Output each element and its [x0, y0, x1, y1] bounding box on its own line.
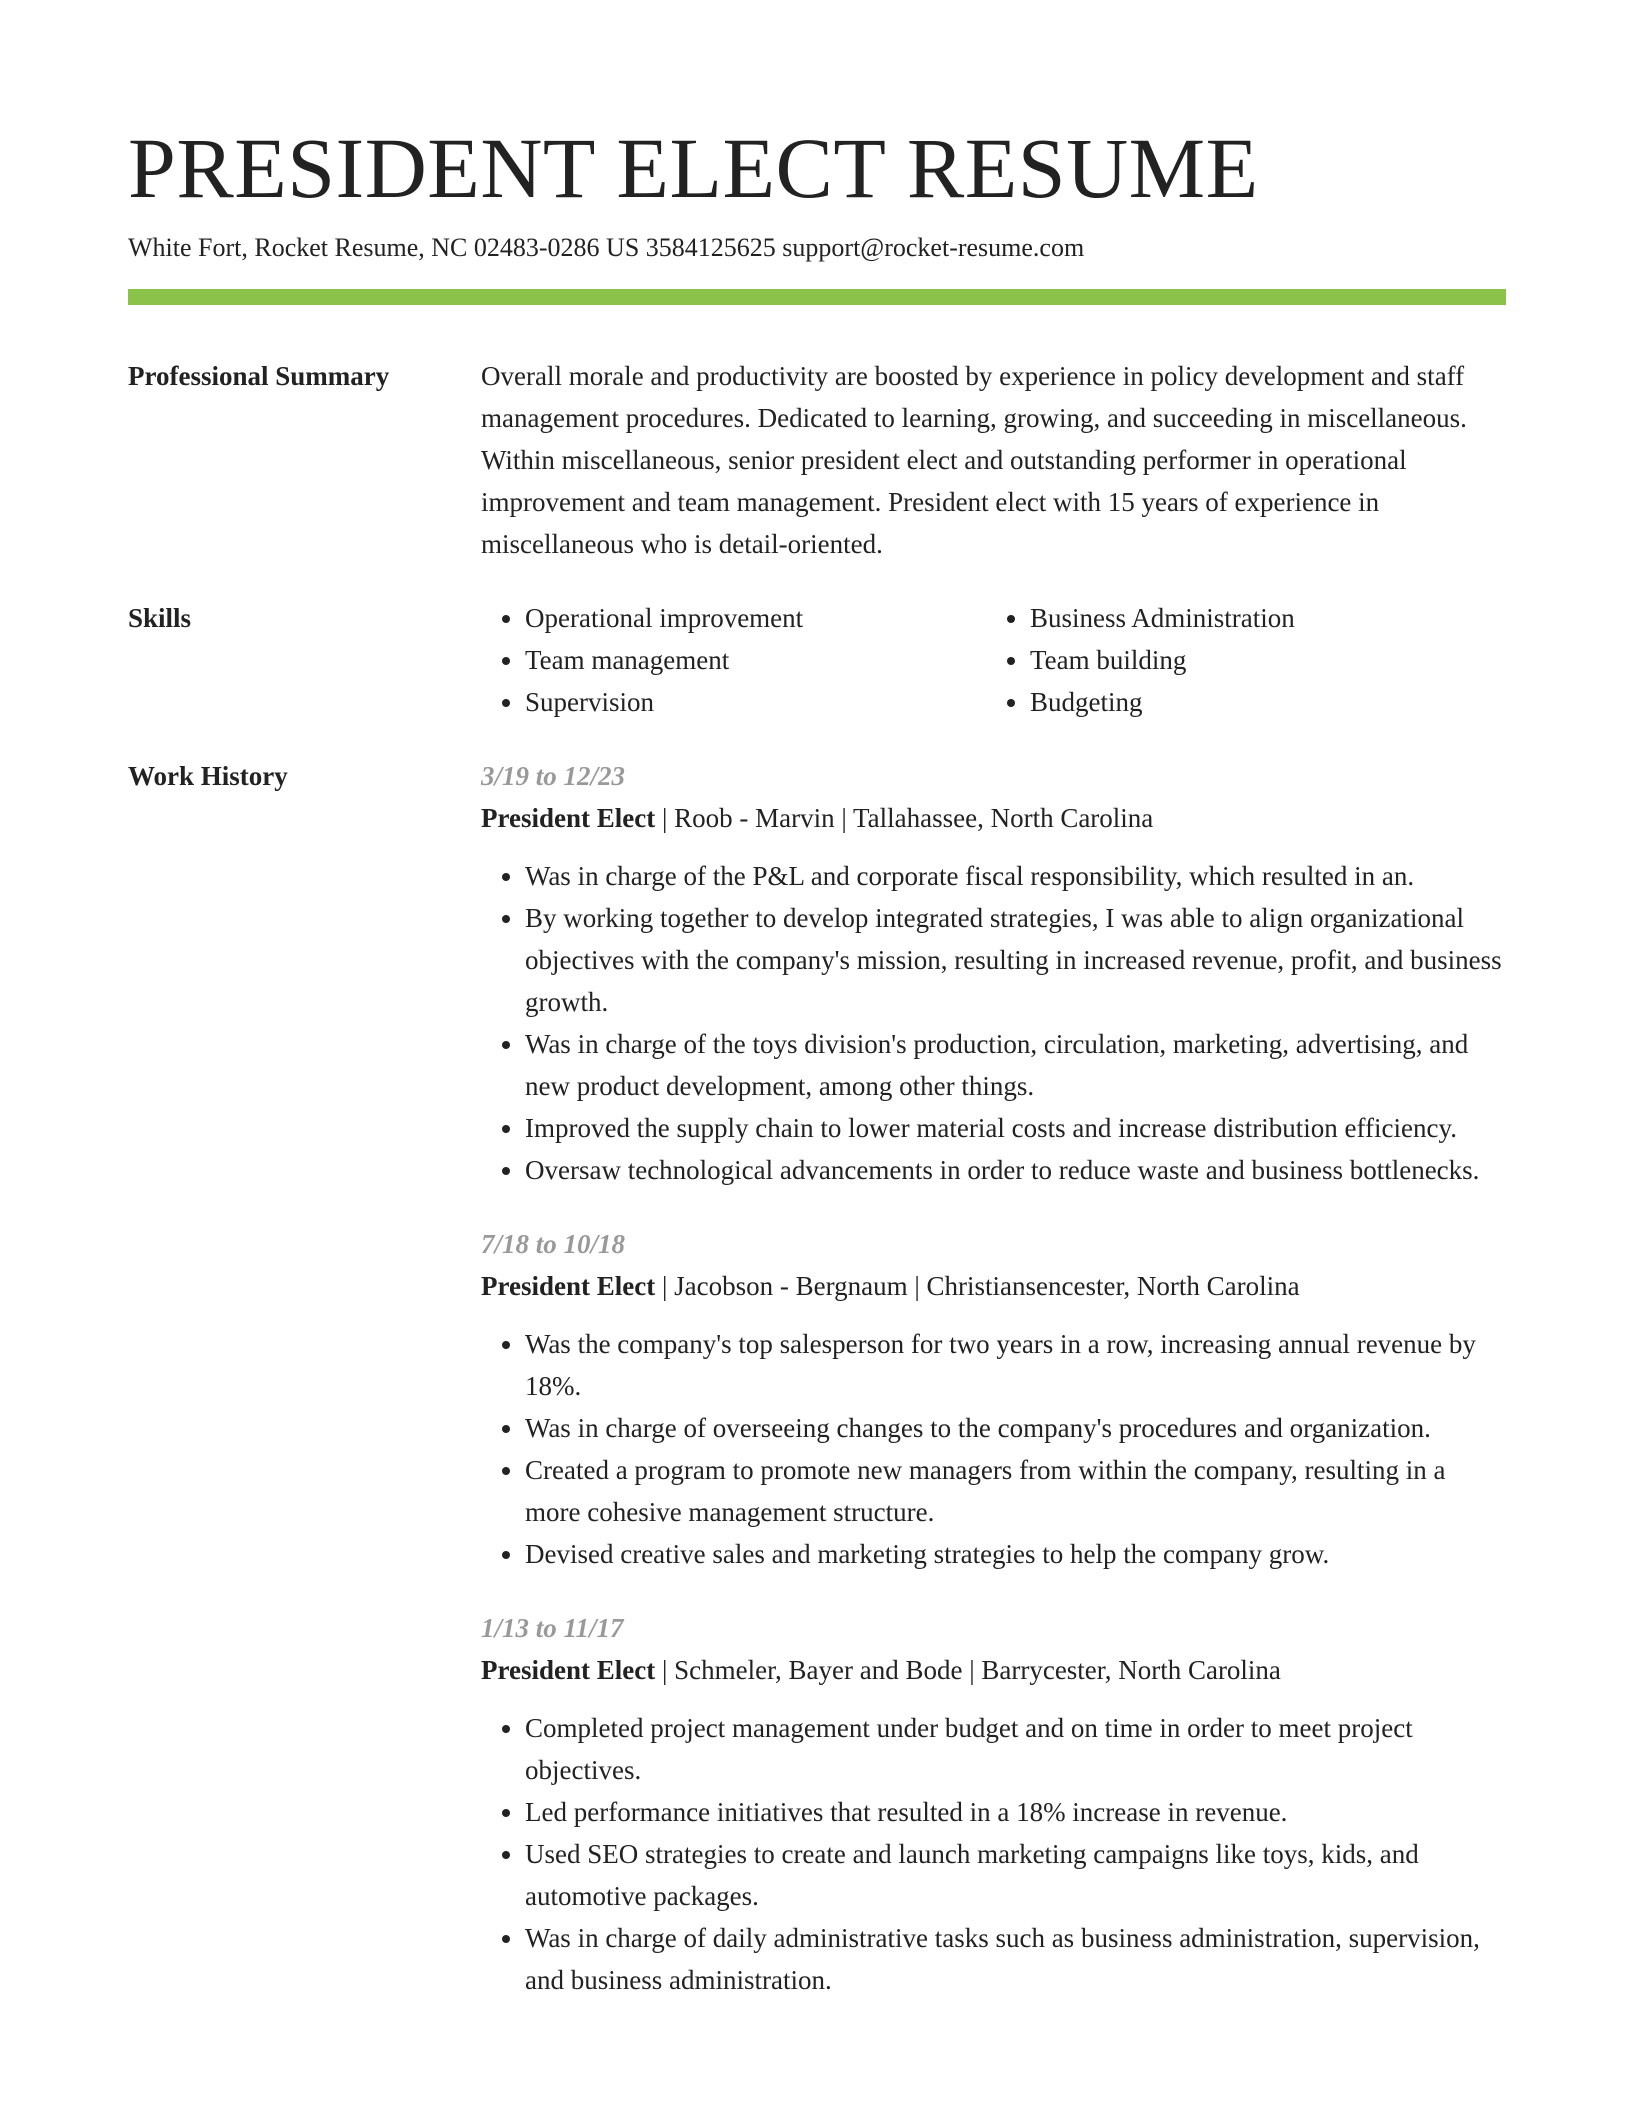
job-bullet: • Was in charge of the toys division's production, circulation, marketing, advertising, and new product development, among other things. — [525, 1023, 1506, 1107]
contact-line: White Fort, Rocket Resume, NC 02483-0286 US 3584125625 support@rocket-resume.com — [128, 233, 1085, 262]
job-dates: 7/18 to 10/18 — [481, 1229, 626, 1259]
job-title: President Elect — [481, 1271, 656, 1301]
job-dates: 3/19 to 12/23 — [481, 761, 626, 791]
separator: | — [907, 1271, 927, 1301]
job-bullet: • Was in charge of overseeing changes to the company's procedures and organization. — [525, 1407, 1506, 1449]
job-entry — [481, 1607, 1506, 2001]
skill-item: • Team management — [525, 639, 986, 681]
skill-item: • Business Administration — [1030, 597, 1506, 639]
job-location: Barrycester, North Carolina — [981, 1655, 1281, 1685]
skills-section — [128, 597, 1506, 723]
separator: | — [962, 1655, 982, 1685]
job-bullet: • Used SEO strategies to create and launch marketing campaigns like toys, kids, and automotive packages. — [525, 1833, 1506, 1917]
job-entry — [481, 755, 1506, 1191]
job-bullet: • Improved the supply chain to lower material costs and increase distribution efficiency. — [525, 1107, 1506, 1149]
summary-text: Overall morale and productivity are boosted by experience in policy development and staff management procedures. Dedicated to learning, growing, and succeeding in miscellaneous. Within miscellaneous, senior president elect and outstanding performer in operational improvement and team management. President elect with 15 years of experience in miscellaneous who is detail-oriented. — [481, 361, 1467, 559]
job-bullet: • Led performance initiatives that resulted in a 18% increase in revenue. — [525, 1791, 1506, 1833]
job-bullet: • By working together to develop integrated strategies, I was able to align organizational objectives with the company's mission, resulting in increased revenue, profit, and business growth. — [525, 897, 1506, 1023]
skill-item: • Team building — [1030, 639, 1506, 681]
job-bullet: • Completed project management under budget and on time in order to meet project objectives. — [525, 1707, 1506, 1791]
skills-list-left — [481, 597, 986, 723]
separator: | — [655, 803, 675, 833]
section-label-summary: Professional Summary — [128, 361, 390, 391]
accent-divider — [128, 289, 1506, 305]
job-company: Roob - Marvin — [674, 803, 835, 833]
skill-item: • Budgeting — [1030, 681, 1506, 723]
skill-item: • Supervision — [525, 681, 986, 723]
job-title-line — [481, 1649, 1506, 1691]
job-bullet: • Was the company's top salesperson for two years in a row, increasing annual revenue by 18%. — [525, 1323, 1506, 1407]
job-location: Tallahassee, North Carolina — [853, 803, 1154, 833]
separator: | — [834, 803, 854, 833]
job-company: Schmeler, Bayer and Bode — [674, 1655, 963, 1685]
job-dates: 1/13 to 11/17 — [481, 1613, 624, 1643]
separator: | — [655, 1271, 675, 1301]
job-company: Jacobson - Bergnaum — [674, 1271, 908, 1301]
skills-list-right — [986, 597, 1506, 723]
section-label-skills: Skills — [128, 603, 192, 633]
professional-summary-section — [128, 355, 1506, 565]
job-entry — [481, 1223, 1506, 1575]
job-location: Christiansencester, North Carolina — [926, 1271, 1300, 1301]
job-bullet: • Oversaw technological advancements in order to reduce waste and business bottlenecks. — [525, 1149, 1506, 1191]
job-bullets — [481, 1707, 1506, 2001]
resume-page — [128, 0, 1506, 2033]
job-title: President Elect — [481, 803, 656, 833]
job-bullet: • Devised creative sales and marketing strategies to help the company grow. — [525, 1533, 1506, 1575]
skill-item: • Operational improvement — [525, 597, 986, 639]
job-bullet: • Was in charge of the P&L and corporate fiscal responsibility, which resulted in an. — [525, 855, 1506, 897]
separator: | — [655, 1655, 675, 1685]
work-history-section — [128, 755, 1506, 2033]
job-title-line — [481, 1265, 1506, 1307]
job-bullets — [481, 855, 1506, 1191]
job-title: President Elect — [481, 1655, 656, 1685]
job-bullet: • Created a program to promote new managers from within the company, resulting in a more cohesive management structure. — [525, 1449, 1506, 1533]
job-bullet: • Was in charge of daily administrative tasks such as business administration, supervision, and business administration. — [525, 1917, 1506, 2001]
job-bullets — [481, 1323, 1506, 1575]
job-title-line — [481, 797, 1506, 839]
section-label-work-history: Work History — [128, 761, 288, 791]
resume-title: PRESIDENT ELECT RESUME — [128, 120, 1259, 216]
